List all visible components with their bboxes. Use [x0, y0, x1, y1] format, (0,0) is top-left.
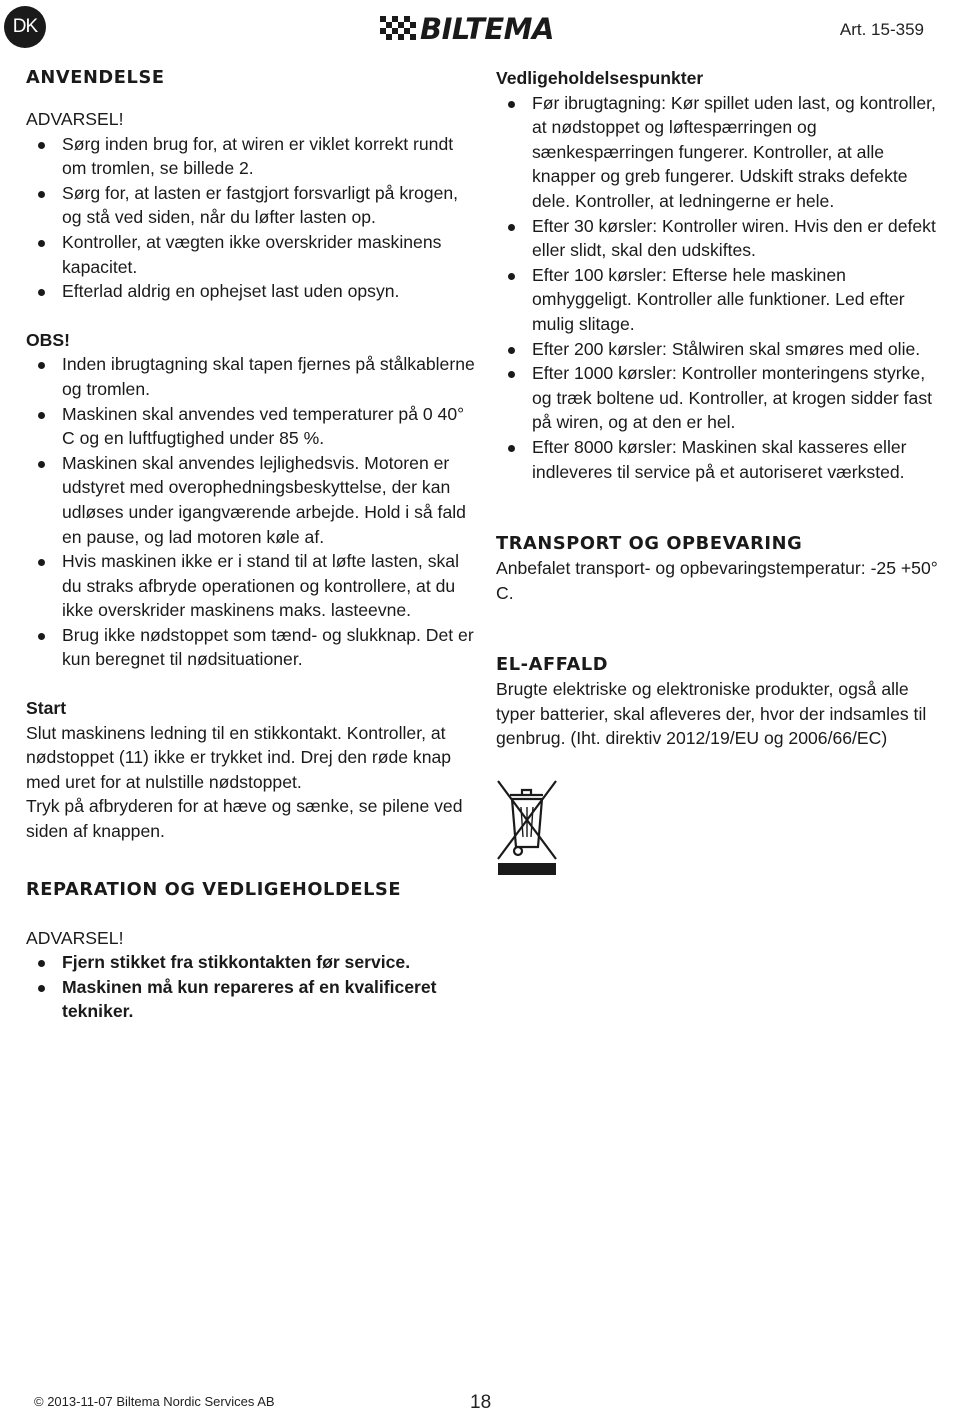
- crossed-out-wheelie-bin-icon: [496, 777, 558, 877]
- right-column: [496, 66, 946, 884]
- left-column: [26, 66, 476, 1024]
- list-item: Efter 100 kørsler: Efterse hele maskinen omhyggeligt. Kontroller alle funktioner. Led efter mulig slitage.: [496, 263, 946, 337]
- start-paragraph: Slut maskinens ledning til en stikkontakt. Kontroller, at nødstoppet (11) ikke er trykket ind. Drej den røde knap med uret for at nulstille nødstoppet.: [26, 722, 452, 792]
- warning-label: ADVARSEL!: [26, 109, 124, 129]
- repair-warning-label: ADVARSEL!: [26, 927, 124, 948]
- repair-list: [26, 950, 476, 1024]
- list-item: Maskinen må kun repareres af en kvalificeret tekniker.: [26, 975, 476, 1024]
- copyright-text: © 2013-11-07 Biltema Nordic Services AB: [34, 1394, 275, 1409]
- checkered-flag-icon: [380, 16, 418, 42]
- list-item: Hvis maskinen ikke er i stand til at løfte lasten, skal du straks afbryde operationen og kontrollere, at du ikke overskrider maskinens maks. lasteevne.: [26, 549, 476, 623]
- maintenance-label: Vedligeholdelsespunkter: [496, 68, 704, 88]
- list-item: Inden ibrugtagning skal tapen fjernes på stålkablerne og tromlen.: [26, 352, 476, 401]
- page-number: 18: [470, 1392, 492, 1413]
- transport-text: Anbefalet transport- og opbevaringstemperatur: -25 +50° C.: [496, 558, 938, 603]
- repair-heading: REPARATION OG VEDLIGEHOLDELSE: [26, 878, 402, 900]
- brand-name: BILTEMA: [420, 12, 554, 46]
- start-label: Start: [26, 698, 67, 719]
- list-item: Efterlad aldrig en ophejset last uden opsyn.: [26, 279, 476, 304]
- maintenance-list: [496, 91, 946, 485]
- list-item: Efter 30 kørsler: Kontroller wiren. Hvis den er defekt eller slidt, skal den udskiftes.: [496, 214, 946, 263]
- list-item: Fjern stikket fra stikkontakten før service.: [26, 950, 476, 975]
- language-badge: DK: [4, 6, 46, 48]
- article-number: Art. 15-359: [839, 20, 924, 39]
- transport-heading: TRANSPORT OG OPBEVARING: [496, 533, 803, 555]
- usage-heading: ANVENDELSE: [26, 67, 165, 88]
- weee-heading: EL-AFFALD: [496, 654, 609, 676]
- list-item: Kontroller, at vægten ikke overskrider maskinens kapacitet.: [26, 230, 476, 279]
- weee-text: Brugte elektriske og elektroniske produkter, også alle typer batterier, skal afleveres der, hvor der indsamles til genbrug. (Iht. direktiv 2012/19/EU og 2006/66/EC): [496, 679, 927, 749]
- list-item: Før ibrugtagning: Kør spillet uden last, og kontroller, at nødstoppet og løftespærringen og sænkespærringen fungerer. Kontroller, at alle knapper og greb fungerer. Udskift straks defekte dele. Kontroller, at ledningerne er hele.: [496, 91, 946, 214]
- page-footer: [0, 1380, 960, 1414]
- warning-list: [26, 132, 476, 304]
- list-item: Efter 200 kørsler: Stålwiren skal smøres med olie.: [496, 337, 946, 362]
- list-item: Efter 8000 kørsler: Maskinen skal kasseres eller indleveres til service på et autoriseret værksted.: [496, 435, 946, 484]
- list-item: Sørg inden brug for, at wiren er viklet korrekt rundt om tromlen, se billede 2.: [26, 132, 476, 181]
- list-item: Efter 1000 kørsler: Kontroller monteringens styrke, og træk boltene ud. Kontroller, at krogen sidder fast på wiren, og at den er hel.: [496, 361, 946, 435]
- list-item: Sørg for, at lasten er fastgjort forsvarligt på krogen, og stå ved siden, når du løfter lasten op.: [26, 181, 476, 230]
- page-header: [0, 0, 960, 58]
- start-paragraph: Tryk på afbryderen for at hæve og sænke, se pilene ved siden af knappen.: [26, 796, 463, 842]
- note-list: [26, 352, 476, 672]
- list-item: Brug ikke nødstoppet som tænd- og slukknap. Det er kun beregnet til nødsituationer.: [26, 623, 476, 672]
- note-label: OBS!: [26, 329, 70, 350]
- list-item: Maskinen skal anvendes lejlighedsvis. Motoren er udstyret med overophedningsbeskyttelse, der kan udløses under igangværende arbejde. Hold i så fald en pause, og lad motoren køle af.: [26, 451, 476, 549]
- brand-logo: [380, 14, 554, 44]
- list-item: Maskinen skal anvendes ved temperaturer på 0 40° C og en luftfugtighed under 85 %.: [26, 402, 476, 451]
